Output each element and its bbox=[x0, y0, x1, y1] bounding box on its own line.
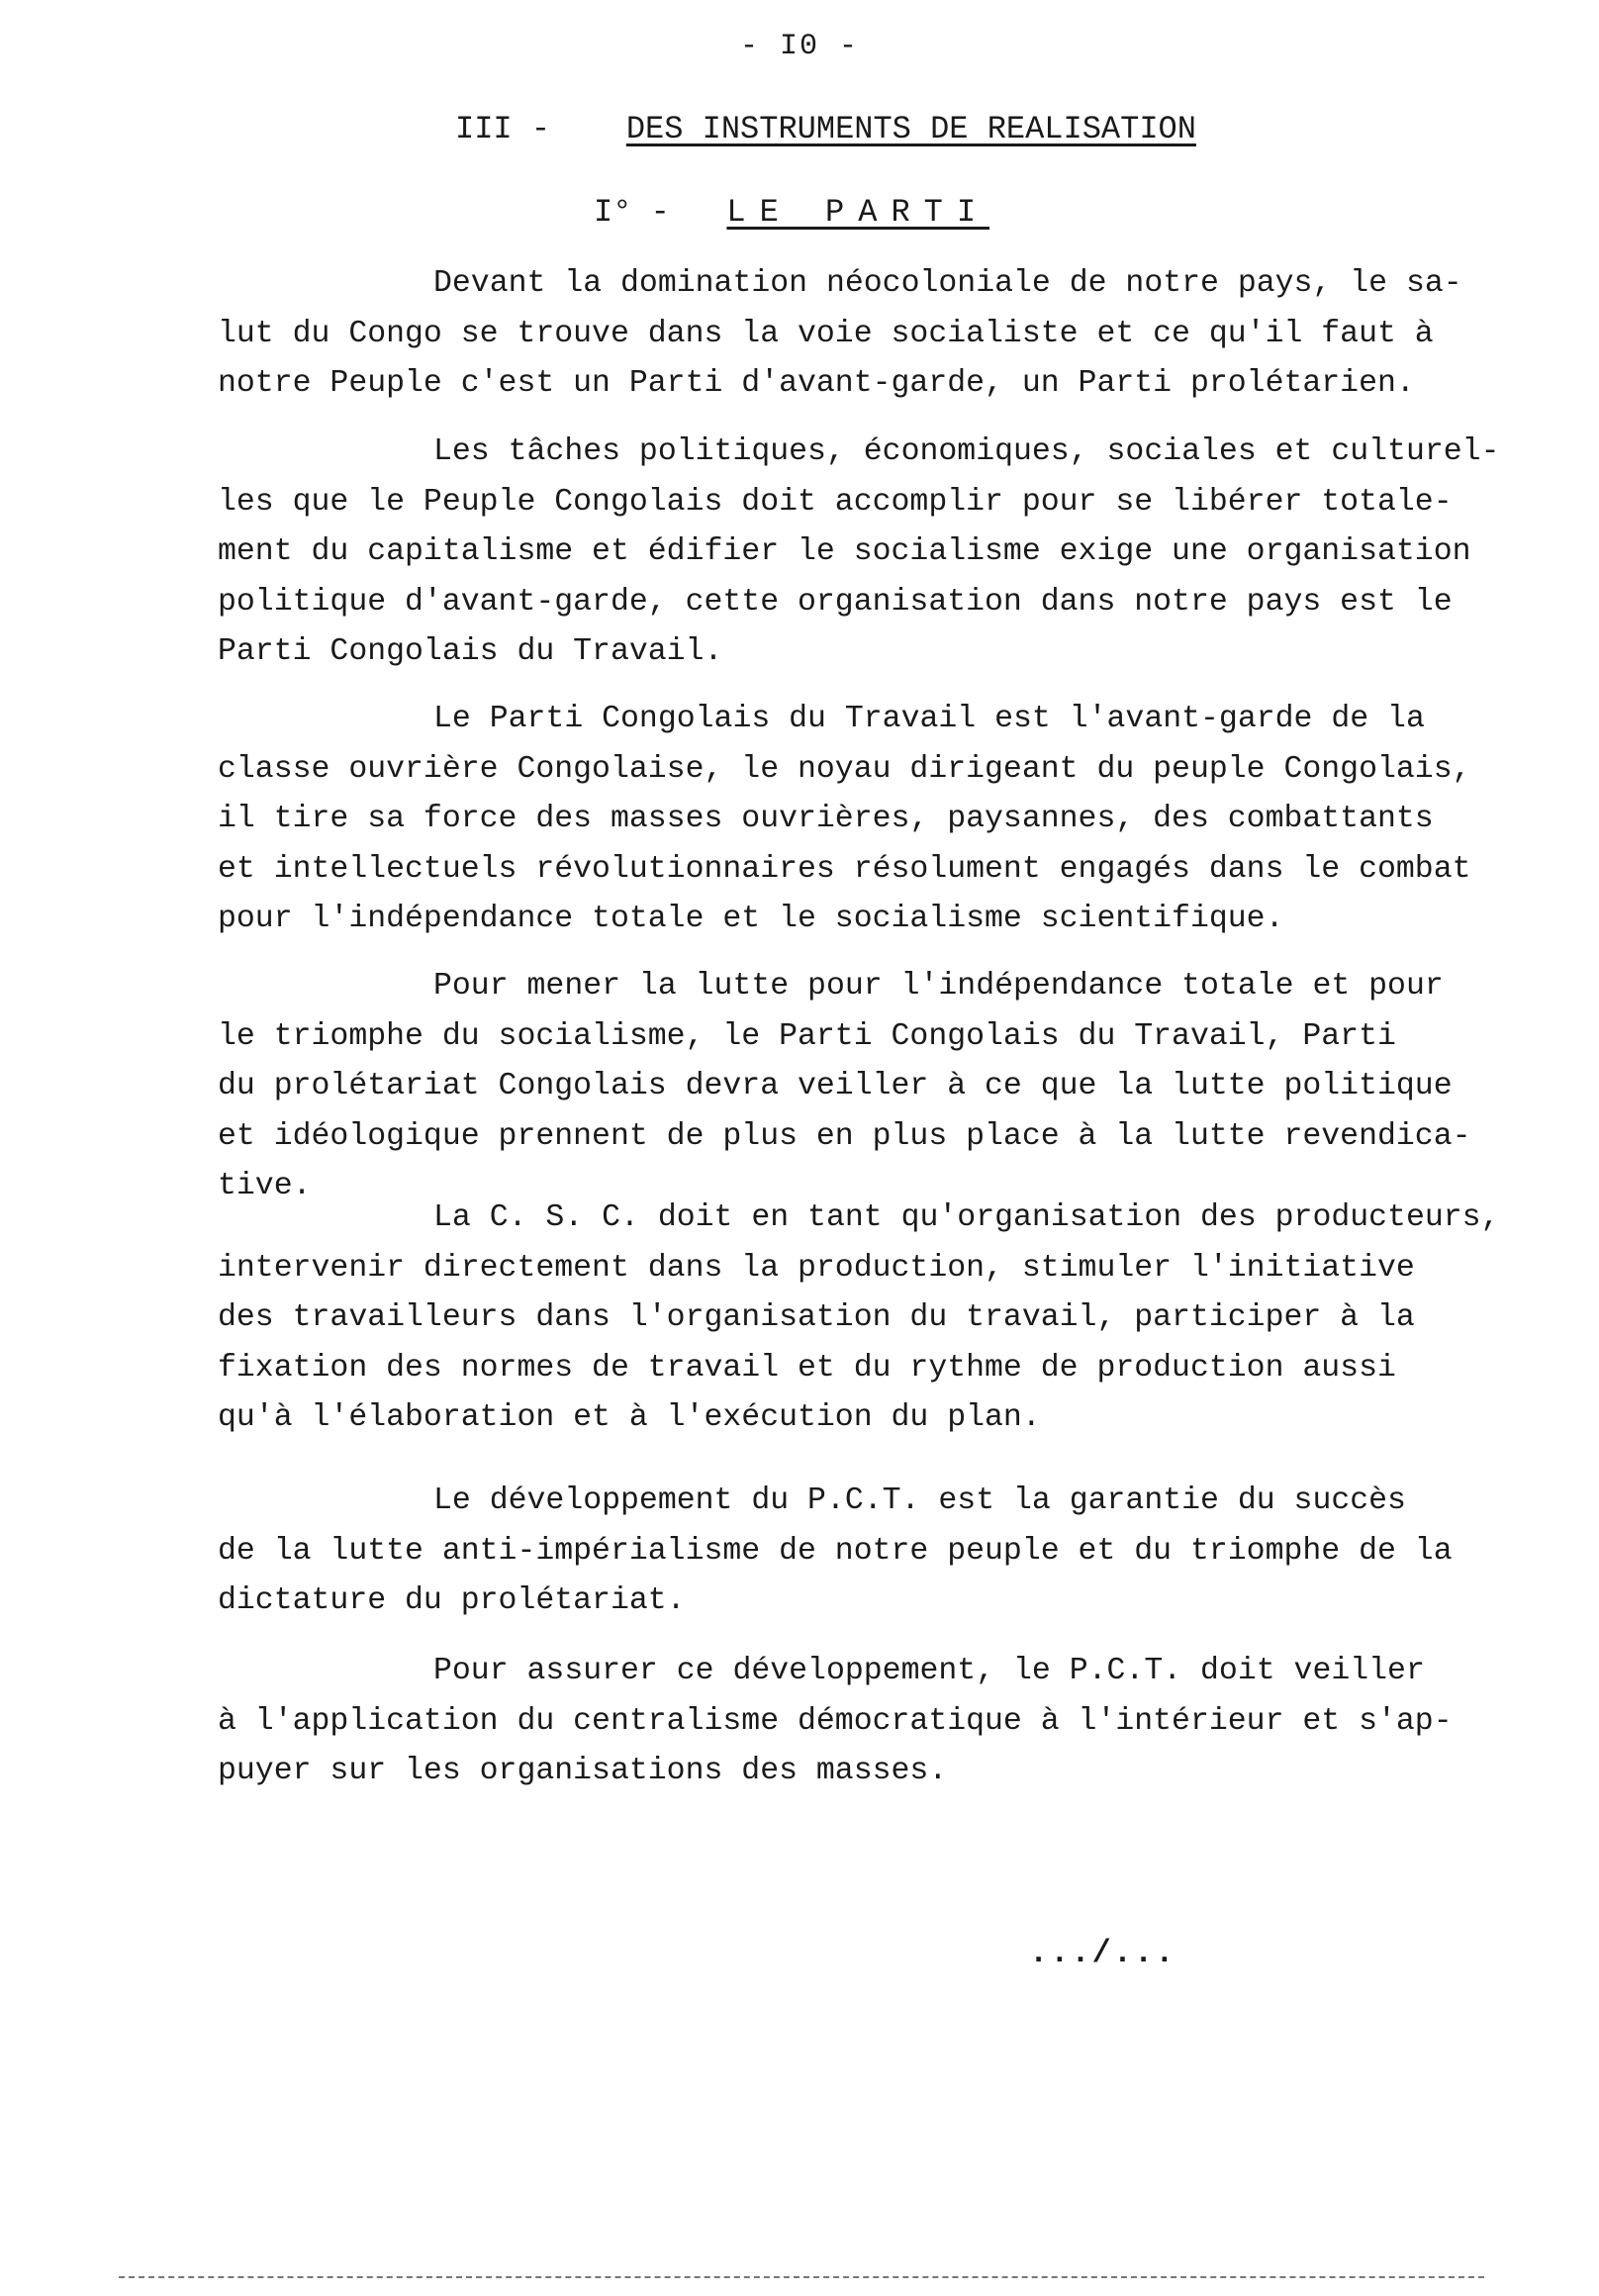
paragraph-line: il tire sa force des masses ouvrières, paysannes, des combattants bbox=[218, 802, 1434, 836]
paragraph-line: Pour assurer ce développement, le P.C.T. doit veiller bbox=[433, 1654, 1425, 1688]
paragraph-line: lut du Congo se trouve dans la voie socialiste et ce qu'il faut à bbox=[218, 316, 1434, 351]
paragraph-line: Le développement du P.C.T. est la garantie du succès bbox=[433, 1483, 1406, 1518]
paragraph-line: dictature du prolétariat. bbox=[218, 1583, 686, 1618]
section-heading-title: DES INSTRUMENTS DE REALISATION bbox=[625, 111, 1196, 147]
continuation-mark: .../... bbox=[1029, 1935, 1176, 1971]
paragraph-7 bbox=[218, 1647, 1563, 1797]
paragraph-line: notre Peuple c'est un Parti d'avant-garde, un Parti prolétarien. bbox=[218, 366, 1415, 401]
section-heading bbox=[455, 111, 1196, 147]
sub-heading bbox=[594, 194, 989, 231]
paragraph-line: les que le Peuple Congolais doit accomplir pour se libérer totale- bbox=[218, 484, 1453, 520]
paragraph-line: tive. bbox=[218, 1169, 312, 1203]
page-number: - I0 - bbox=[739, 30, 860, 63]
paragraph-line: Parti Congolais du Travail. bbox=[218, 634, 723, 669]
paragraph-line: ment du capitalisme et édifier le socialisme exige une organisation bbox=[218, 534, 1471, 569]
paragraph-line: qu'à l'élaboration et à l'exécution du plan. bbox=[218, 1400, 1041, 1435]
paragraph-3 bbox=[218, 695, 1563, 945]
paragraph-line: La C. S. C. doit en tant qu'organisation des producteurs, bbox=[433, 1200, 1500, 1235]
sub-heading-title: LE PARTI bbox=[726, 194, 990, 231]
paragraph-line: fixation des normes de travail et du rythme de production aussi bbox=[218, 1350, 1396, 1386]
paragraph-line: puyer sur les organisations des masses. bbox=[218, 1754, 948, 1788]
paragraph-line: politique d'avant-garde, cette organisation dans notre pays est le bbox=[218, 584, 1453, 620]
paragraph-line: le triomphe du socialisme, le Parti Congolais du Travail, Parti bbox=[218, 1018, 1396, 1054]
paragraph-line: des travailleurs dans l'organisation du travail, participer à la bbox=[218, 1300, 1415, 1335]
bottom-edge-rule bbox=[119, 2276, 1484, 2278]
paragraph-line: et idéologique prennent de plus en plus place à la lutte revendica- bbox=[218, 1118, 1471, 1154]
paragraph-line: intervenir directement dans la production, stimuler l'initiative bbox=[218, 1250, 1415, 1286]
paragraph-5 bbox=[218, 1194, 1563, 1444]
paragraph-line: Devant la domination néocoloniale de notre pays, le sa- bbox=[433, 266, 1462, 301]
paragraph-line: à l'application du centralisme démocratique à l'intérieur et s'ap- bbox=[218, 1703, 1453, 1739]
paragraph-6 bbox=[218, 1477, 1563, 1627]
paragraph-line: Pour mener la lutte pour l'indépendance totale et pour bbox=[433, 969, 1444, 1004]
sub-heading-prefix: I° - bbox=[594, 194, 670, 231]
paragraph-line: de la lutte anti-impérialisme de notre peuple et du triomphe de la bbox=[218, 1533, 1453, 1569]
paragraph-line: Les tâches politiques, économiques, sociales et culturel- bbox=[433, 434, 1500, 469]
paragraph-1 bbox=[218, 259, 1563, 410]
paragraph-4 bbox=[218, 962, 1563, 1212]
paragraph-line: Le Parti Congolais du Travail est l'avant-garde de la bbox=[433, 702, 1425, 736]
paragraph-line: et intellectuels révolutionnaires résolument engagés dans le combat bbox=[218, 851, 1471, 887]
paragraph-line: pour l'indépendance totale et le socialisme scientifique. bbox=[218, 902, 1284, 936]
paragraph-line: classe ouvrière Congolaise, le noyau dirigeant du peuple Congolais, bbox=[218, 751, 1471, 787]
section-heading-prefix: III - bbox=[455, 111, 551, 147]
paragraph-2 bbox=[218, 428, 1563, 678]
paragraph-line: du prolétariat Congolais devra veiller à ce que la lutte politique bbox=[218, 1069, 1453, 1103]
